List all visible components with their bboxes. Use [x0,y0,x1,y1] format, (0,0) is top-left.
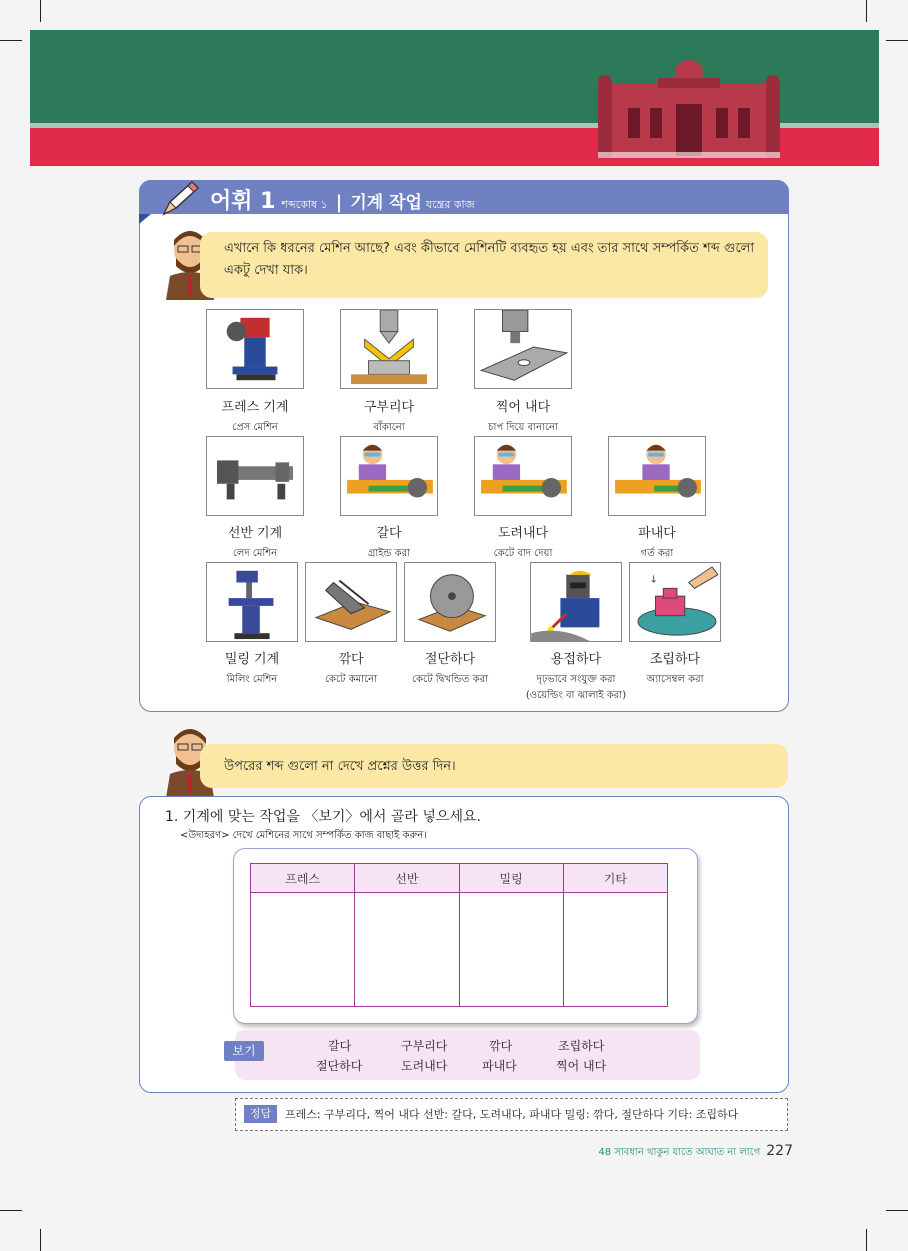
page-footer [598,1143,793,1162]
crop-mark [40,0,41,22]
vocab-korean-term: 깎다 [338,652,364,667]
word-bank-item: 찍어 내다 [556,1059,607,1073]
crop-mark [40,1229,41,1251]
vocab-bengali-meaning: গর্ত করা [640,548,674,559]
word-bank-box [235,1030,700,1080]
title-bar-tab [139,214,151,224]
vocab-image-lathe-machine [206,436,304,516]
classification-table [250,863,668,1007]
vocab-image-welding [530,562,622,642]
column-header-milling: 밀링 [459,864,563,893]
stamp-icon [475,310,571,388]
answer-cell-other[interactable] [563,893,667,1007]
title-topic: 기계 작업 [350,193,422,213]
section-title [210,184,475,215]
word-bank-item: 도려내다 [401,1059,448,1073]
vocab-image-assemble [629,562,721,642]
chapter-title: 48 সাবধান থাকুন যাতে আঘাত না লাগে [598,1147,761,1158]
vocab-image-bend [340,309,438,389]
word-bank-item: 파내다 [482,1059,517,1073]
vocab-image-dig [608,436,706,516]
vocab-bengali-meaning: কেটে কমানো [324,674,378,685]
vocab-image-shave [305,562,397,642]
crop-mark [0,1210,22,1211]
crop-mark [0,40,22,41]
crop-mark [866,1229,867,1251]
crop-mark [886,1210,908,1211]
intro-speech-bubble [200,232,768,298]
word-bank-label: 보기 [224,1041,264,1061]
word-bank-item: 절단하다 [316,1059,363,1073]
answer-cell-milling[interactable] [459,893,563,1007]
intro-text: এখানে কি ধরনের মেশিন আছে? এবং কীভাবে মেশিনটি ব্যবহৃত হয় এবং তার সাথে সম্পর্কিত শব্দ গুলো একটু দেখা যাক। [224,241,755,278]
answer-cell-lathe[interactable] [355,893,459,1007]
vocab-korean-term: 갈다 [376,526,402,541]
vocab-korean-term: 절단하다 [424,652,476,667]
answer-label: 정답 [244,1105,277,1123]
column-header-lathe: 선반 [355,864,459,893]
vocab-bengali-meaning: অ্যাসেম্বল করা [646,674,704,685]
vocab-korean-term: 찍어 내다 [495,400,551,415]
crop-mark [866,0,867,22]
vocab-image-press-machine [206,309,304,389]
answer-text: 프레스: 구부리다, 찍어 내다 선반: 갈다, 도려내다, 파내다 밀링: 깎다, 절단하다 기타: 조립하다 [285,1108,739,1121]
vocab-korean-term: 프레스 기계 [221,400,289,415]
milling-machine-icon [207,563,297,641]
word-bank-item: 갈다 [328,1039,352,1053]
question-subtitle: <উদাহরণ> দেখে মেশিনের সাথে সম্পর্কিত কাজ বাছাই করুন। [180,830,427,841]
dig-icon [609,437,705,515]
saw-cut-icon [405,563,495,641]
assemble-icon [630,563,720,641]
title-topic-sub: যন্ত্রের কাজ [425,198,475,211]
column-header-other: 기타 [563,864,667,893]
instruction-speech-bubble [200,744,788,788]
vocab-bengali-meaning: গ্রাইন্ড করা [367,548,411,559]
lalbagh-fort-illustration [598,56,780,158]
vocab-korean-term: 도려내다 [497,526,549,541]
vocab-image-saw-cut [404,562,496,642]
shave-icon [306,563,396,641]
vocab-korean-term: 밀링 기계 [224,652,280,667]
page-number: 227 [766,1143,793,1159]
vocab-image-grind [340,436,438,516]
word-bank-item: 조립하다 [558,1039,605,1053]
title-main: 어휘 1 [210,189,276,214]
vocab-bengali-meaning: মিলিং মেশিন [226,674,278,685]
question-title: 1. 기계에 맞는 작업을 〈보기〉에서 골라 넣으세요. [165,809,481,825]
answer-cell-press[interactable] [251,893,355,1007]
vocab-korean-term: 용접하다 [550,652,602,667]
instruction-text: উপরের শব্দ গুলো না দেখে প্রশ্নের উত্তর দিন। [224,759,456,774]
bend-icon [341,310,437,388]
title-separator: | [335,192,343,213]
pencil-icon [160,178,204,218]
vocab-bengali-meaning: কেটে দ্বিখন্ডিত করা [412,674,488,685]
word-bank-item: 깎다 [489,1039,513,1053]
svg-text:↓: ↓ [649,574,658,586]
column-header-press: 프레스 [251,864,355,893]
vocab-bengali-meaning: চাপ দিয়ে বানানো [488,422,558,433]
vocab-image-stamp [474,309,572,389]
vocab-bengali-meaning-extra: (ওয়েল্ডিং বা ঝালাই করা) [525,690,627,701]
press-machine-icon [207,310,303,388]
vocab-korean-term: 파내다 [638,526,676,541]
vocab-bengali-meaning: বাঁকানো [373,422,405,433]
vocab-image-milling-machine [206,562,298,642]
vocab-bengali-meaning: লেদ মেশিন [232,548,278,559]
title-sub: শব্দকোষ ১ [281,198,328,211]
vocab-korean-term: 선반 기계 [227,526,283,541]
crop-mark [886,40,908,41]
vocab-korean-term: 조립하다 [649,652,701,667]
grind-icon [341,437,437,515]
vocab-korean-term: 구부리다 [363,400,415,415]
vocab-bengali-meaning: দৃঢ়ভাবে সংযুক্ত করা [536,674,616,685]
lathe-machine-icon [207,437,303,515]
welding-icon [531,563,621,641]
vocab-bengali-meaning: প্রেস মেশিন [232,422,278,433]
vocab-bengali-meaning: কেটে বাদ দেয়া [493,548,553,559]
word-bank-item: 구부리다 [401,1039,448,1053]
cut-out-icon [475,437,571,515]
vocab-image-cut-out [474,436,572,516]
